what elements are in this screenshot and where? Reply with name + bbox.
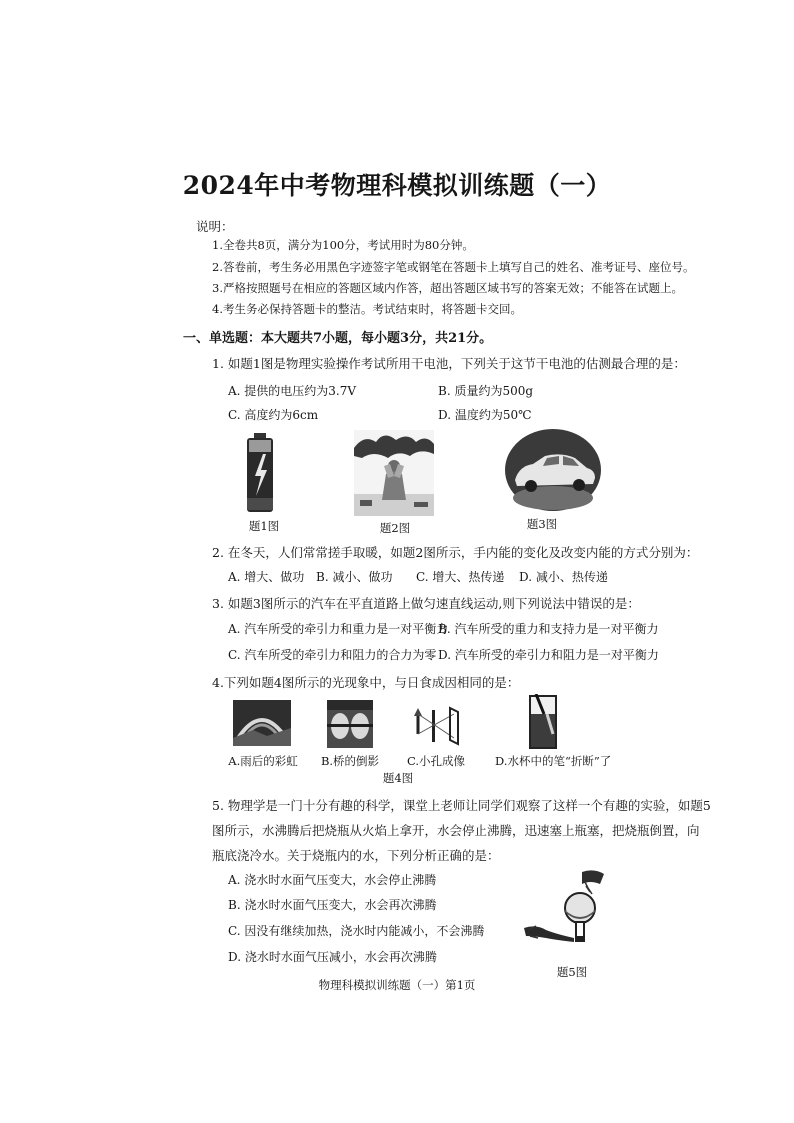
battery-figure: [244, 432, 278, 514]
instruction-item: 2.答卷前，考生务必用黑色字迹签字笔或钢笔在答题卡上填写自己的姓名、准考证号、座位号。: [212, 260, 695, 274]
option-caption: D.水杯中的笔“折断”了: [495, 754, 612, 768]
option: D. 汽车所受的牵引力和阻力是一对平衡力: [438, 648, 659, 662]
rainbow-figure: [233, 700, 291, 746]
figure-caption: 题5图: [556, 965, 588, 979]
option: C. 汽车所受的牵引力和阻力的合力为零: [228, 648, 437, 662]
option: A. 汽车所受的牵引力和重力是一对平衡力: [228, 622, 449, 636]
bridge-reflection-figure: [327, 700, 373, 748]
option: D. 浇水时水面气压减小，水会再次沸腾: [228, 950, 437, 964]
option: A. 提供的电压约为3.7V: [228, 384, 357, 398]
option-caption: C.小孔成像: [406, 754, 466, 768]
option: B. 质量约为500g: [438, 384, 534, 398]
instruction-item: 3.严格按照题号在相应的答题区域内作答，超出答题区域书写的答案无效；不能答在试题上。: [212, 281, 683, 295]
pencil-in-glass-figure: [528, 694, 558, 750]
option-caption: A.雨后的彩虹: [228, 754, 298, 768]
question-stem: 2. 在冬天，人们常常搓手取暖，如题2图所示，手内能的变化及改变内能的方式分别为：: [212, 545, 699, 560]
option: B. 减小、做功: [316, 570, 393, 584]
figure-caption: 题3图: [526, 517, 558, 531]
question-stem: 4.下列如题4图所示的光现象中，与日食成因相同的是：: [212, 675, 520, 690]
option: A. 浇水时水面气压变大，水会停止沸腾: [228, 873, 437, 887]
question-stem: 3. 如题3图所示的汽车在平直道路上做匀速直线运动,则下列说法中错误的是：: [212, 596, 640, 611]
instruction-item: 1.全卷共8页，满分为100分，考试用时为80分钟。: [212, 238, 474, 252]
option: A. 增大、做功: [228, 570, 305, 584]
page-footer: 物理科模拟训练题（一）第1页: [318, 978, 476, 992]
option: B. 浇水时水面气压变大，水会再次沸腾: [228, 898, 437, 912]
flask-figure: [520, 868, 620, 958]
option: D. 减小、热传递: [519, 570, 608, 584]
question-stem-line: 图所示，水沸腾后把烧瓶从火焰上拿开，水会停止沸腾，迅速塞上瓶塞，把烧瓶倒置，向: [212, 823, 700, 838]
option: C. 因没有继续加热，浇水时内能减小，不会沸腾: [228, 924, 485, 938]
car-figure: [503, 428, 603, 512]
question-stem-line: 5. 物理学是一门十分有趣的科学，课堂上老师让同学们观察了这样一个有趣的实验，如题5: [212, 798, 711, 813]
option: C. 增大、热传递: [416, 570, 505, 584]
instruction-item: 4.考生务必保持答题卡的整洁。考试结束时，将答题卡交回。: [212, 302, 522, 316]
page-title: 2024年中考物理科模拟训练题（一）: [182, 171, 612, 200]
figure-caption: 题1图: [248, 519, 280, 533]
question-stem-line: 瓶底浇冷水。关于烧瓶内的水，下列分析正确的是：: [212, 848, 500, 863]
option-caption: B.桥的倒影: [320, 754, 380, 768]
option: C. 高度约为6cm: [228, 408, 319, 422]
figure-caption: 题2图: [379, 521, 411, 535]
section-heading: 一、单选题：本大题共7小题，每小题3分，共21分。: [183, 331, 493, 346]
hand-rubbing-figure: [354, 430, 434, 516]
figure-caption: 题4图: [382, 771, 414, 785]
option: B. 汽车所受的重力和支持力是一对平衡力: [438, 622, 659, 636]
option: D. 温度约为50℃: [438, 408, 532, 422]
instructions-heading: 说明：: [196, 219, 234, 234]
question-stem: 1. 如题1图是物理实验操作考试所用干电池，下列关于这节干电池的估测最合理的是：: [212, 356, 686, 371]
pinhole-figure: [410, 704, 462, 748]
